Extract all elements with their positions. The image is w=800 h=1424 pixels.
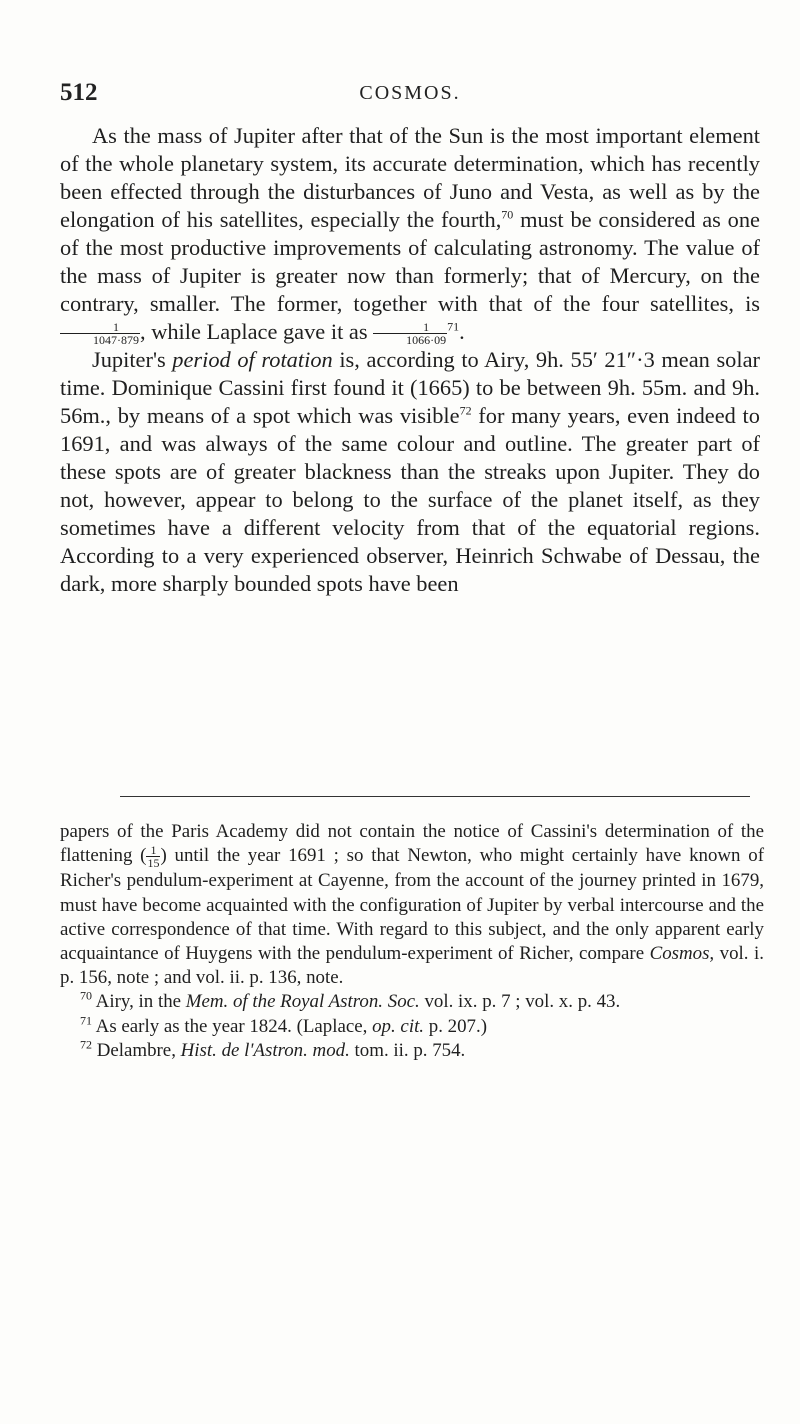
footnote-mark-70: 70 <box>80 989 92 1004</box>
footnote-divider <box>120 796 750 797</box>
main-text <box>60 122 760 598</box>
footnote-continuation: papers of the Paris Academy did not contain the notice of Cassini's determination of the flattening ( $\frac{1}{15}$ ) until the year 1691 ; so that Newton, who might certainly have known of Richer's pendulum-experiment at Cayenne, from the account of the journey printed in 1679, must have become acquainted with the configuration of Jupiter by verbal intercourse and the active correspondence of that time. With regard to this subject, and the only apparent early acquaintance of Huygens with the pendulum-experiment of Richer, compare Cosmos, vol. i. p. 156, note ; and vol. ii. p. 136, note. <box>60 821 765 989</box>
footnote-ref-71: 71 <box>447 319 460 334</box>
running-head: COSMOS. <box>359 82 461 104</box>
footnote-mark-71: 71 <box>80 1013 92 1028</box>
footnote-72: $^{72}$ Delambre, Hist. de l'Astron. mod. tom. ii. p. 754. <box>80 1037 466 1061</box>
footnote-ref-72: 72 <box>459 403 472 418</box>
footnote-71: $^{71}$ As early as the year 1824. (Laplace, op. cit. p. 207.) <box>80 1013 488 1037</box>
page-header <box>60 79 760 109</box>
footnote-70: $^{70}$ Airy, in the Mem. of the Royal Astron. Soc. vol. ix. p. 7 ; vol. x. p. 43. <box>80 989 621 1013</box>
paragraph-1: As the mass of Jupiter after that of the Sun is the most important element of the whole planetary system, its accurate determination, which has recently been effected through the disturbances of Juno and Vesta, as well as by the elongation of his satellites, especially the fourth,$^{70}$ must be considered as one of the most productive improvements of calculating astronomy. The value of the mass of Jupiter is greater now than formerly; that of Mercury, on the contrary, smaller. The former, together with that of the four satellites, is $\frac{1}{1047\cdot 879}$ , while Laplace gave it as $\frac{1}{1066\cdot 09}$ $^{71}$. <box>60 123 760 348</box>
footnote-ref-70: 70 <box>501 207 514 222</box>
footnote-mark-72: 72 <box>80 1037 92 1052</box>
fraction-laplace-mass: $\frac{1}{1066\cdot 09}$ <box>373 321 447 346</box>
paragraph-2: Jupiter's period of rotation is, according to Airy, 9h. 55′ 21″·3 mean solar time. Dominique Cassini first found it (1665) to be between 9h. 55m. and 9h. 56m., by means of a spot which was visible$^{72}$ for many years, even indeed to 1691, and was always of the same colour and outline. The greater part of these spots are of greater blackness than the streaks upon Jupiter. They do not, however, appear to belong to the surface of the planet itself, as they sometimes have a different velocity from that of the equatorial regions. According to a very experienced observer, Heinrich Schwabe of Dessau, the dark, more sharply bounded spots have been <box>60 347 760 597</box>
footnotes <box>60 820 764 1063</box>
fraction-flattening: $\frac{1}{15}$ <box>147 843 160 871</box>
fraction-jupiter-mass: $\frac{1}{1047\cdot 879}$ <box>60 321 140 346</box>
page-number: 512 <box>60 79 98 106</box>
